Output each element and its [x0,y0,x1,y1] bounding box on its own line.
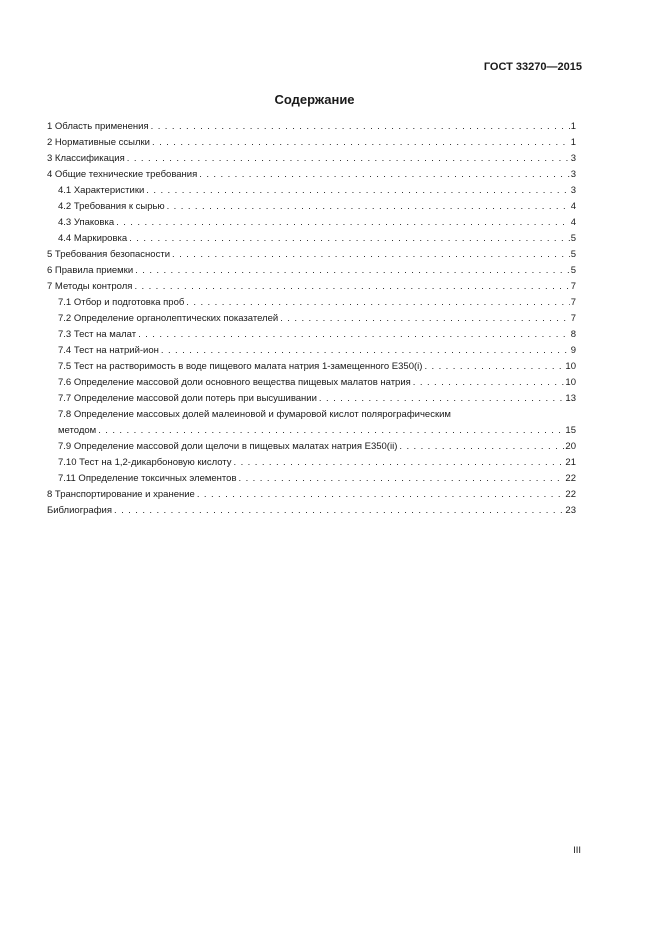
toc-entry-7-9[interactable] [47,439,576,455]
toc-leader-dots [399,439,564,455]
toc-leader-dots [138,327,570,343]
toc-entry-page: 22 [565,473,576,484]
toc-entry-label: Библиография [47,505,112,516]
toc-leader-dots [129,231,570,247]
toc-entry-7-10[interactable] [47,455,576,471]
table-of-contents [47,119,576,519]
toc-entry-7-5[interactable] [47,359,576,375]
toc-entry-page: 8 [570,329,576,340]
toc-entry-label: 2 Нормативные ссылки [47,137,150,148]
toc-entry-label: методом [58,425,97,436]
toc-entry-7-8[interactable] [47,423,576,439]
toc-entry-7-7[interactable] [47,391,576,407]
toc-entry-page: 3 [570,153,576,164]
toc-leader-dots [186,295,569,311]
toc-entry-label: 7.7 Определение массовой доли потерь при высушивании [58,393,317,404]
toc-leader-dots [161,343,570,359]
toc-entry-label: 7.10 Тест на 1,2-дикарбоновую кислоту [58,457,232,468]
toc-entry-page: 13 [565,393,576,404]
toc-leader-dots [152,135,570,151]
toc-entry-label: 7.3 Тест на малат [58,329,137,340]
toc-entry-label: 7.9 Определение массовой доли щелочи в пищевых малатах натрия Е350(ii) [58,441,398,452]
page-number: III [573,845,581,856]
toc-leader-dots [424,359,564,375]
toc-leader-dots [114,503,564,519]
toc-entry-2[interactable] [47,135,576,151]
toc-entry-page: 10 [565,361,576,372]
toc-entry-7[interactable] [47,279,576,295]
toc-entry-page: 5 [570,249,576,260]
toc-entry-page: 9 [570,345,576,356]
toc-leader-dots [319,391,565,407]
toc-entry-label: 4.2 Требования к сырью [58,201,165,212]
toc-entry-label: 7.2 Определение органолептических показателей [58,313,279,324]
toc-leader-dots [127,151,570,167]
toc-entry-label: 7.6 Определение массовой доли основного вещества пищевых малатов натрия [58,377,411,388]
toc-entry-bibliography[interactable] [47,503,576,519]
toc-entry-4-4[interactable] [47,231,576,247]
toc-entry-label: 7.4 Тест на натрий-ион [58,345,159,356]
toc-leader-dots [151,119,570,135]
toc-entry-label: 3 Классификация [47,153,125,164]
toc-entry-page: 4 [570,201,576,212]
toc-entry-page: 7 [570,313,576,324]
toc-leader-dots [116,215,570,231]
toc-entry-4-2[interactable] [47,199,576,215]
toc-leader-dots [134,279,569,295]
toc-entry-8[interactable] [47,487,576,503]
toc-leader-dots [98,423,564,439]
toc-entry-label: 5 Требования безопасности [47,249,170,260]
toc-entry-4-1[interactable] [47,183,576,199]
toc-leader-dots [146,183,569,199]
toc-entry-page: 23 [565,505,576,516]
toc-entry-7-11[interactable] [47,471,576,487]
toc-entry-1[interactable] [47,119,576,135]
toc-entry-7-8-line1[interactable]: 7.8 Определение массовых долей малеиновой и фумаровой кислот полярографическим [58,409,451,420]
toc-entry-page: 4 [570,217,576,228]
toc-leader-dots [135,263,570,279]
toc-entry-7-3[interactable] [47,327,576,343]
toc-entry-6[interactable] [47,263,576,279]
toc-entry-page: 10 [565,377,576,388]
toc-entry-4[interactable] [47,167,576,183]
toc-entry-label: 8 Транспортирование и хранение [47,489,195,500]
toc-entry-page: 5 [570,233,576,244]
toc-entry-page: 7 [570,281,576,292]
toc-leader-dots [199,167,569,183]
toc-title: Содержание [274,92,355,107]
toc-entry-label: 7 Методы контроля [47,281,133,292]
toc-entry-label: 7.1 Отбор и подготовка проб [58,297,185,308]
toc-entry-label: 4 Общие технические требования [47,169,198,180]
toc-entry-label: 6 Правила приемки [47,265,134,276]
toc-entry-page: 7 [570,297,576,308]
toc-entry-7-6[interactable] [47,375,576,391]
toc-leader-dots [167,199,570,215]
toc-entry-label: 4.4 Маркировка [58,233,128,244]
toc-entry-page: 20 [565,441,576,452]
toc-leader-dots [197,487,565,503]
toc-entry-7-1[interactable] [47,295,576,311]
toc-entry-7-2[interactable] [47,311,576,327]
toc-entry-label: 7.5 Тест на растворимость в воде пищевого малата натрия 1-замещенного Е350(i) [58,361,423,372]
toc-entry-label: 4.1 Характеристики [58,185,145,196]
toc-entry-3[interactable] [47,151,576,167]
toc-entry-7-4[interactable] [47,343,576,359]
toc-leader-dots [172,247,570,263]
toc-entry-page: 15 [565,425,576,436]
toc-leader-dots [413,375,565,391]
toc-leader-dots [239,471,565,487]
toc-entry-label: 4.3 Упаковка [58,217,115,228]
toc-entry-4-3[interactable] [47,215,576,231]
toc-entry-label: 1 Область применения [47,121,149,132]
toc-entry-label: 7.11 Определение токсичных элементов [58,473,237,484]
toc-entry-page: 1 [570,137,576,148]
toc-entry-page: 22 [565,489,576,500]
toc-entry-page: 5 [570,265,576,276]
toc-entry-page: 1 [570,121,576,132]
toc-leader-dots [280,311,570,327]
toc-entry-page: 3 [570,185,576,196]
toc-entry-page: 3 [570,169,576,180]
toc-entry-5[interactable] [47,247,576,263]
toc-entry-page: 21 [565,457,576,468]
document-code: ГОСТ 33270—2015 [483,61,582,73]
toc-leader-dots [234,455,565,471]
